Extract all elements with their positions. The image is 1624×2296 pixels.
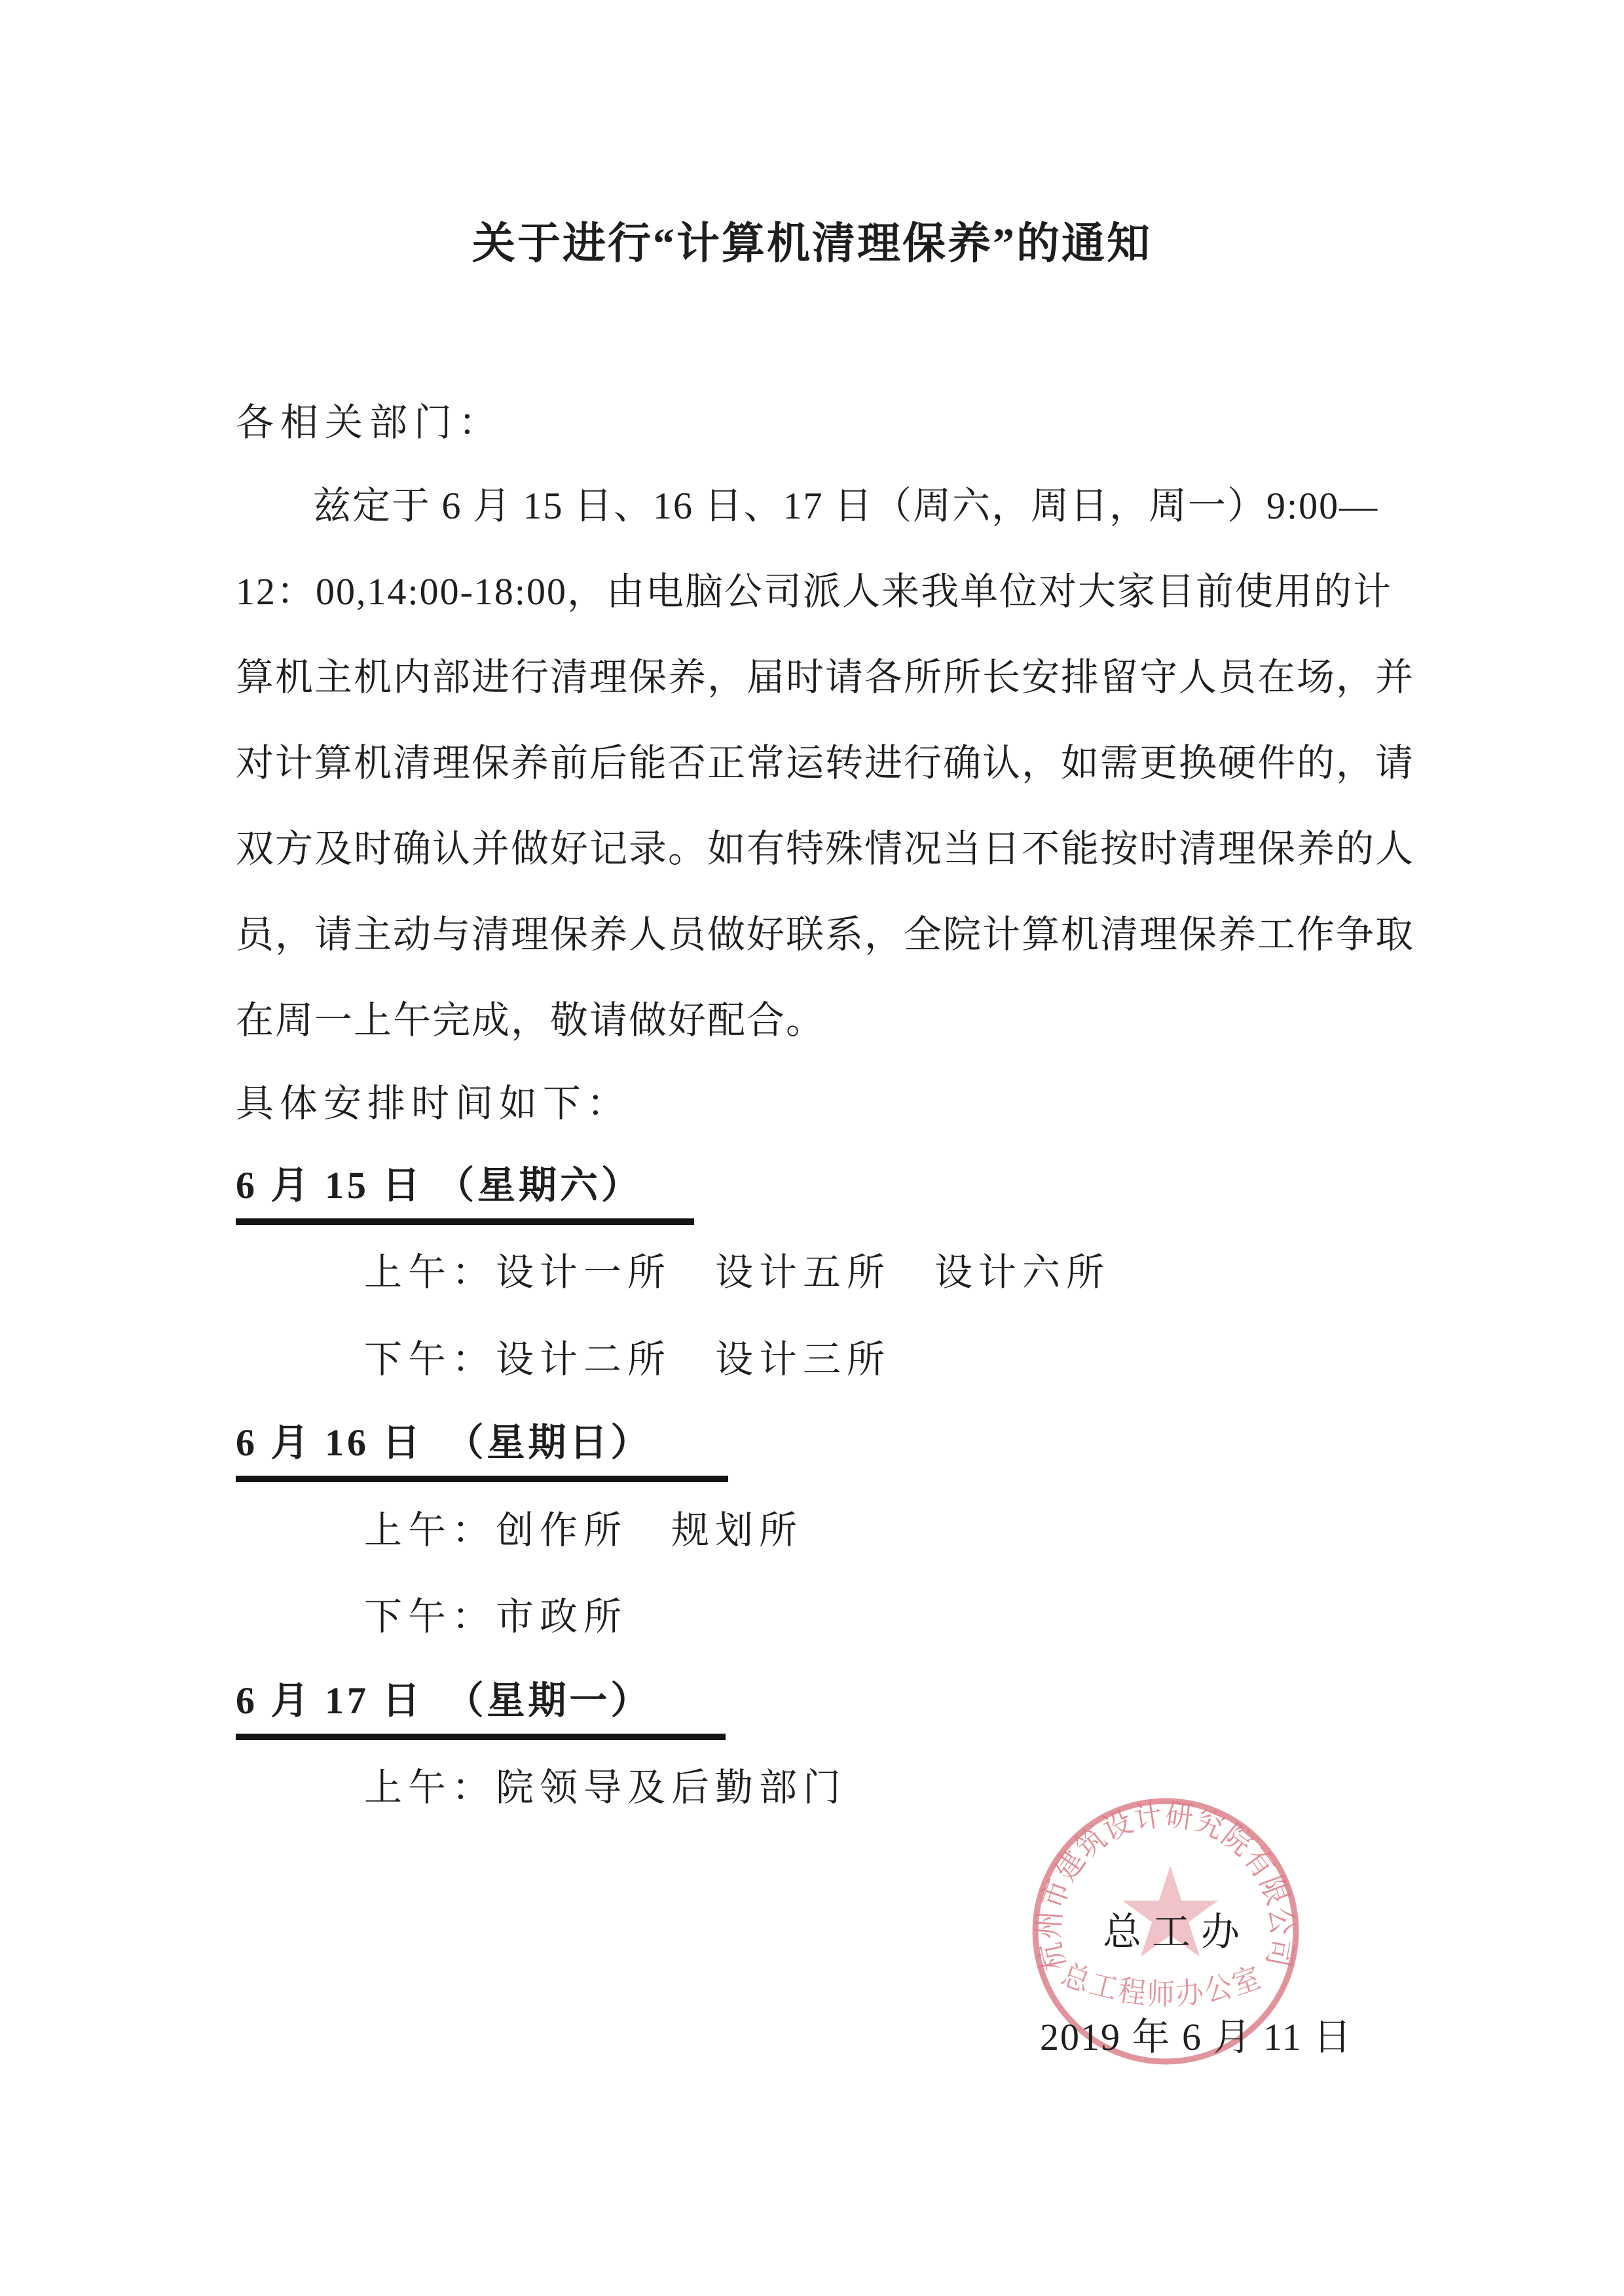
schedule-date-heading-text: 6 月 16 日 （星期日）	[236, 1412, 728, 1482]
body-line: 双方及时确认并做好记录。如有特殊情况当日不能按时清理保养的人	[236, 828, 1415, 870]
seal-top-arc-text: 杭州市建筑设计研究院有限公司	[1032, 1797, 1300, 1975]
body-line: 12：00,14:00-18:00，由电脑公司派人来我单位对大家目前使用的计	[236, 570, 1393, 613]
body-line: 在周一上午完成，敬请做好配合。	[236, 999, 826, 1042]
schedule-date-heading	[236, 1412, 728, 1482]
schedule-date-heading-text: 6 月 17 日 （星期一）	[236, 1669, 726, 1740]
body-line: 算机主机内部进行清理保养，届时请各所所长安排留守人员在场，并	[236, 656, 1415, 699]
seal-bottom-arc-text: 总工程师办公室	[1057, 1958, 1270, 2011]
schedule-line: 上午：设计一所 设计五所 设计六所	[364, 1251, 1111, 1294]
svg-text:总工程师办公室	[1057, 1958, 1270, 2011]
schedule-line: 下午：市政所	[364, 1595, 628, 1638]
schedule-date-heading	[236, 1669, 726, 1740]
body-line: 员，请主动与清理保养人员做好联系，全院计算机清理保养工作争取	[236, 913, 1415, 956]
schedule-date-heading-text: 6 月 15 日 （星期六）	[236, 1154, 694, 1225]
salutation: 各相关部门：	[236, 401, 504, 444]
schedule-line: 上午：创作所 规划所	[364, 1509, 803, 1552]
schedule-line: 上午：院领导及后勤部门	[364, 1766, 847, 1809]
schedule-intro: 具体安排时间如下：	[236, 1082, 631, 1125]
body-line: 兹定于 6 月 15 日、16 日、17 日（周六，周日，周一）9:00—	[313, 484, 1379, 527]
body-line: 对计算机清理保养前后能否正常运转进行确认，如需更换硬件的，请	[236, 742, 1415, 784]
schedule-line: 下午：设计二所 设计三所	[364, 1338, 891, 1381]
schedule-date-heading	[236, 1154, 694, 1225]
signature-department: 总工办	[1103, 1910, 1251, 1954]
document-title: 关于进行“计算机清理保养”的通知	[472, 220, 1152, 268]
signature-date: 2019 年 6 月 11 日	[1040, 2016, 1353, 2058]
